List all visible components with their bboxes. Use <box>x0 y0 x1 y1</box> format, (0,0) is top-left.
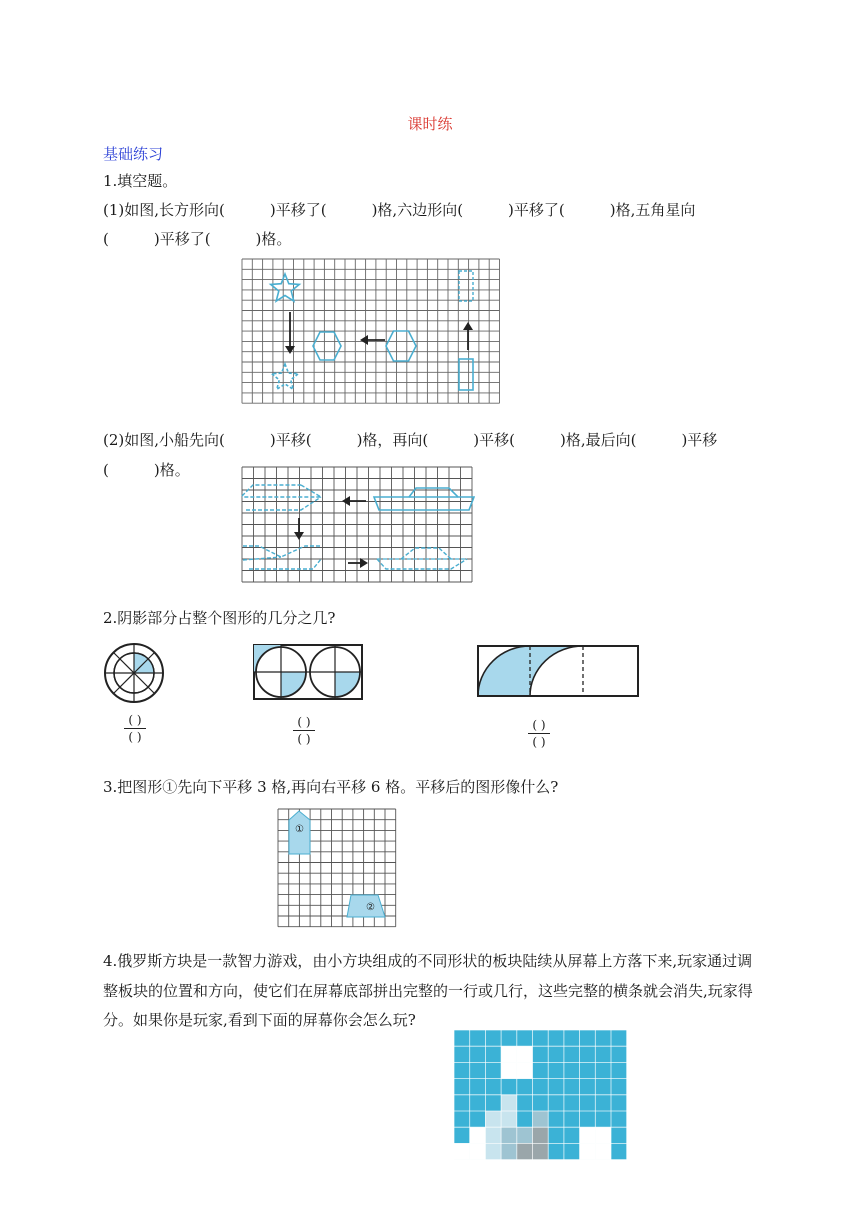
tetris-block <box>501 1095 517 1111</box>
arrow-head <box>463 322 473 330</box>
fraction-bar <box>293 730 315 731</box>
tetris-block <box>517 1062 533 1078</box>
tetris-block <box>533 1127 549 1143</box>
tetris-block <box>501 1046 517 1062</box>
fraction-bar <box>124 728 146 729</box>
fraction-numerator: ( ) <box>128 713 142 727</box>
rectangle-shape <box>459 271 473 301</box>
boat-outline-dashed <box>377 559 467 569</box>
question-4-line-2: 整板块的位置和方向，使它们在屏幕底部拼出完整的一行或几行，这些完整的横条就会消失,玩家得 <box>103 982 753 1000</box>
tetris-block <box>595 1127 611 1143</box>
sector-circle-figure <box>103 642 165 704</box>
tetris-block <box>501 1127 517 1143</box>
hexagon-shape <box>313 332 341 360</box>
hexagon-shape <box>386 331 416 361</box>
tetris-block <box>580 1143 596 1159</box>
tetris-block <box>485 1127 501 1143</box>
tetris-block <box>454 1143 470 1159</box>
page-title: 课时练 <box>407 115 453 133</box>
tetris-block <box>533 1143 549 1159</box>
fraction-answer-3[interactable] <box>526 719 552 748</box>
two-circles-figure <box>253 644 363 700</box>
tetris-block <box>485 1111 501 1127</box>
question-1-part-2-line-1: (2)如图,小船先向( )平移( )格，再向( )平移( )格,最后向( )平移 <box>103 431 718 449</box>
arrow-head <box>360 335 368 345</box>
shape-translation-grid <box>277 808 399 932</box>
fraction-answer-1[interactable] <box>122 714 148 743</box>
tetris-block <box>501 1111 517 1127</box>
shape-2-label: ② <box>366 902 375 913</box>
star-shape-translated <box>272 364 299 389</box>
quarter-arc-rectangle-figure <box>475 643 641 699</box>
tetris-block <box>501 1143 517 1159</box>
question-3-heading: 3.把图形①先向下平移 3 格,再向右平移 6 格。平移后的图形像什么? <box>103 778 559 796</box>
arrow-head <box>342 496 350 506</box>
tetris-block <box>485 1143 501 1159</box>
fraction-bar <box>528 733 550 734</box>
shape-1-label: ① <box>295 824 304 835</box>
fraction-denominator: ( ) <box>297 732 311 746</box>
question-1-heading: 1.填空题。 <box>103 172 178 190</box>
tetris-block <box>580 1127 596 1143</box>
tetris-screen-figure <box>452 1028 630 1164</box>
translation-grid-figure-1 <box>241 258 506 408</box>
question-1-part-1-line-1: (1)如图,长方形向( )平移了( )格,六边形向( )平移了( )格,五角星向 <box>103 201 696 219</box>
arrow-head <box>360 558 368 568</box>
tetris-block <box>595 1143 611 1159</box>
boat-outline-dashed <box>249 559 321 569</box>
section-heading: 基础练习 <box>103 145 164 163</box>
question-4-line-3: 分。如果你是玩家,看到下面的屏幕你会怎么玩? <box>103 1011 416 1029</box>
fraction-denominator: ( ) <box>128 730 142 744</box>
question-1-part-1-line-2: ( )平移了( )格。 <box>103 230 292 248</box>
tetris-block <box>517 1143 533 1159</box>
tetris-block <box>517 1046 533 1062</box>
tetris-block <box>501 1062 517 1078</box>
tetris-block <box>517 1127 533 1143</box>
question-4-line-1: 4.俄罗斯方块是一款智力游戏，由小方块组成的不同形状的板块陆续从屏幕上方落下来,玩家通过调 <box>103 952 753 970</box>
star-shape <box>271 274 300 301</box>
boat-grid-figure <box>241 466 475 584</box>
tetris-block <box>533 1111 549 1127</box>
boat-outline-dashed <box>243 557 281 560</box>
fraction-numerator: ( ) <box>532 718 546 732</box>
boat-shape <box>374 488 474 510</box>
tetris-block <box>470 1143 486 1159</box>
rectangle-shape <box>459 359 473 390</box>
boat-outline-dashed <box>242 485 301 496</box>
tetris-block <box>470 1127 486 1143</box>
boat-outline-dashed <box>246 497 321 510</box>
fraction-denominator: ( ) <box>532 735 546 749</box>
question-2-heading: 2.阴影部分占整个图形的几分之几? <box>103 609 336 627</box>
fraction-answer-2[interactable] <box>291 716 317 745</box>
question-1-part-2-line-2: ( )格。 <box>103 461 190 479</box>
fraction-numerator: ( ) <box>297 715 311 729</box>
